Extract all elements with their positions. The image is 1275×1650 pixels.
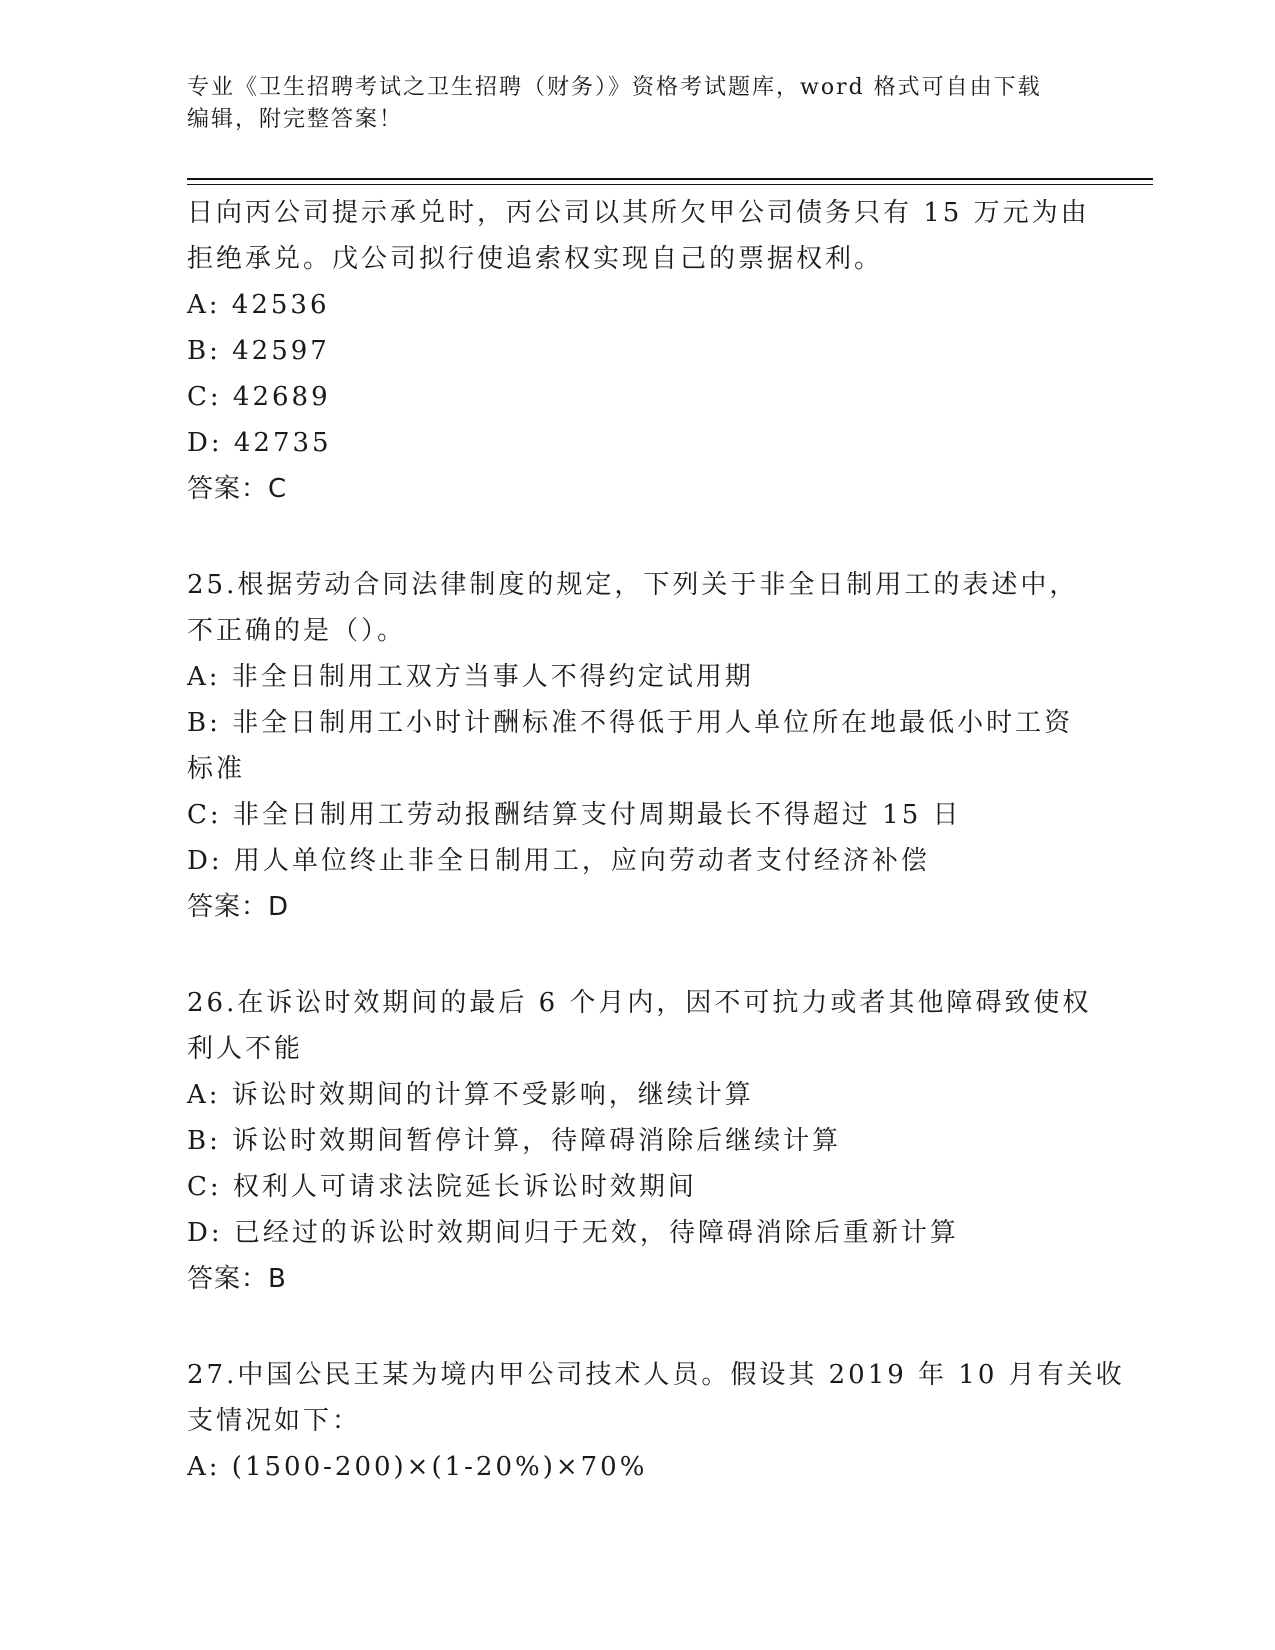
question-text-line: 拒绝承兑。戊公司拟行使追索权实现自己的票据权利。 <box>187 244 884 274</box>
option-b: B: 42597 <box>187 336 330 366</box>
header-rule-thin <box>187 184 1153 185</box>
question-text-line: 利人不能 <box>187 1034 304 1064</box>
question-text-line: 日向丙公司提示承兑时，丙公司以其所欠甲公司债务只有 15 万元为由 <box>187 198 1090 228</box>
question-26 <box>187 980 1092 1302</box>
header-line-2: 编辑，附完整答案！ <box>187 107 404 132</box>
option-d: D: 已经过的诉讼时效期间归于无效，待障碍消除后重新计算 <box>187 1218 959 1248</box>
option-d: D: 用人单位终止非全日制用工，应向劳动者支付经济补偿 <box>187 846 930 876</box>
header-rule-thick <box>187 178 1153 180</box>
option-a: A: 诉讼时效期间的计算不受影响，继续计算 <box>187 1080 754 1110</box>
option-c: C: 权利人可请求法院延长诉讼时效期间 <box>187 1172 697 1202</box>
question-text-line: 27.中国公民王某为境内甲公司技术人员。假设其 2019 年 10 月有关收 <box>187 1360 1125 1390</box>
question-text-line: 26.在诉讼时效期间的最后 6 个月内，因不可抗力或者其他障碍致使权 <box>187 988 1092 1018</box>
option-b: B: 诉讼时效期间暂停计算，待障碍消除后继续计算 <box>187 1126 842 1156</box>
question-text-line: 支情况如下： <box>187 1406 362 1436</box>
question-spacer <box>187 930 1087 980</box>
answer: 答案：C <box>187 474 288 504</box>
document-header <box>187 72 1087 136</box>
question-content <box>187 190 1125 1490</box>
question-text-line: 不正确的是（）。 <box>187 616 407 646</box>
answer: 答案：B <box>187 1264 287 1294</box>
question-24 <box>187 190 1090 512</box>
option-d: D: 42735 <box>187 428 332 458</box>
question-text-line: 25.根据劳动合同法律制度的规定，下列关于非全日制用工的表述中， <box>187 570 1079 600</box>
answer: 答案：D <box>187 892 290 922</box>
option-a: A: (1500-200)×(1-20%)×70% <box>187 1452 648 1482</box>
question-spacer <box>187 1302 1087 1352</box>
question-spacer <box>187 512 1087 562</box>
question-27 <box>187 1352 1125 1490</box>
option-c: C: 非全日制用工劳动报酬结算支付周期最长不得超过 15 日 <box>187 800 962 830</box>
option-a: A: 非全日制用工双方当事人不得约定试用期 <box>187 662 754 692</box>
option-b: B: 非全日制用工小时计酬标准不得低于用人单位所在地最低小时工资 <box>187 708 1074 738</box>
option-a: A: 42536 <box>187 290 330 320</box>
option-c: C: 42689 <box>187 382 331 412</box>
header-line-1: 专业《卫生招聘考试之卫生招聘（财务）》资格考试题库，word 格式可自由下载 <box>187 75 1042 100</box>
option-b-continued: 标准 <box>187 754 246 784</box>
question-25 <box>187 562 1087 930</box>
